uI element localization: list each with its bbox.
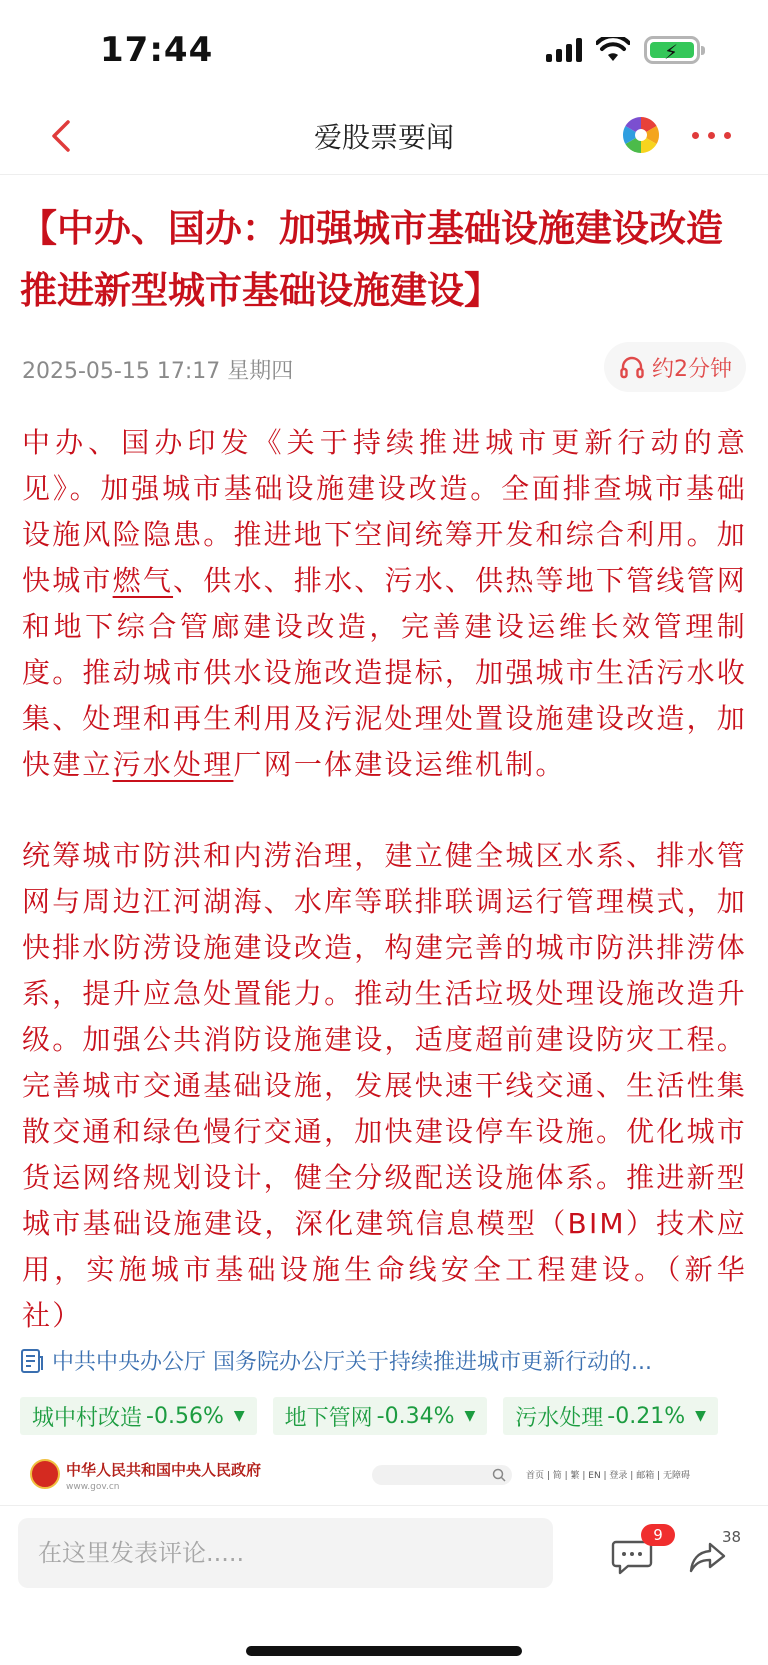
- sector-name: 污水处理: [515, 1405, 604, 1431]
- listen-button[interactable]: [604, 342, 746, 392]
- article-date: 2025-05-15 17:17 星期四: [22, 359, 294, 384]
- sector-change: -0.34%: [376, 1403, 455, 1429]
- home-indicator: [246, 1646, 522, 1656]
- sector-change: -0.56%: [146, 1403, 224, 1429]
- sector-tag[interactable]: [503, 1397, 718, 1435]
- sector-tag[interactable]: [20, 1397, 257, 1435]
- comment-input[interactable]: [18, 1518, 553, 1588]
- related-article-title: 中共中央办公厅 国务院办公厅关于持续推进城市更新行动的...: [52, 1350, 652, 1375]
- status-icons: [546, 36, 700, 64]
- sector-name: 地下管网: [284, 1405, 373, 1431]
- search-icon: [492, 1468, 506, 1482]
- article-paragraph-1: [22, 420, 747, 788]
- battery-icon: ⚡: [644, 36, 700, 64]
- headphones-icon: [618, 353, 646, 381]
- sector-name: 城中村改造: [32, 1405, 143, 1431]
- cellular-signal-icon: [546, 38, 582, 62]
- gov-search-box: [372, 1465, 512, 1485]
- article-paragraph-2: 统筹城市防洪和内涝治理，建立健全城区水系、排水管网与周边江河湖海、水库等联排联调运行管理模式，加快排水防涝设施建设改造，构建完善的城市防洪排涝体系，提升应急处置能力。推动生活垃圾处理设施改造升级。加强公共消防设施建设，适度超前建设防灾工程。完善城市交通基础设施，发展快速干线交通、生活性集散交通和绿色慢行交通，加快建设停车设施。优化城市货运网络规划设计，健全分级配送设施体系。推进新型城市基础设施建设，深化建筑信息模型（BIM）技术应用，实施城市基础设施生命线安全工程建设。（新华社）: [22, 839, 747, 1332]
- status-bar: [0, 0, 768, 100]
- nav-title: 爱股票要闻: [313, 121, 454, 154]
- stock-link-sewage[interactable]: 污水处理: [112, 748, 234, 781]
- document-icon: [20, 1348, 44, 1374]
- stock-link-gas[interactable]: 燃气: [112, 564, 174, 597]
- nav-bar: [0, 100, 768, 175]
- comment-count-badge: 9: [641, 1524, 675, 1546]
- down-arrow-icon: ▼: [695, 1408, 706, 1424]
- sector-tags: [20, 1397, 718, 1435]
- paragraph-text: 、供水、排水、污水、供热等地下管线管网和地下综合管廊建设改造，完善建设运维长效管理制度。推动城市供水设施改造提标，加强城市生活污水收集、处理和再生利用及污泥处理处置设施建设改造，加快建立: [22, 564, 747, 781]
- paragraph-text: 厂网一体建设运维机制。: [233, 748, 566, 781]
- related-article-link[interactable]: [20, 1345, 748, 1376]
- sector-tag[interactable]: [273, 1397, 488, 1435]
- down-arrow-icon: ▼: [233, 1408, 245, 1424]
- down-arrow-icon: ▼: [464, 1408, 476, 1424]
- app-logo-icon[interactable]: [622, 116, 660, 154]
- gov-site-preview: [22, 1455, 750, 1505]
- listen-duration: 约2分钟: [652, 356, 732, 382]
- share-count: 38: [722, 1528, 742, 1546]
- article-title: 【中办、国办：加强城市基础设施建设改造 推进新型城市基础设施建设】: [20, 207, 723, 312]
- bottom-bar: [0, 1505, 768, 1665]
- gov-site-url: www.gov.cn: [66, 1482, 120, 1492]
- gov-site-name: 中华人民共和国中央人民政府: [66, 1461, 262, 1479]
- paragraph-text: 中办、国办印发《关于持续推进城市更新行动的意见》。加强城市基础设施建设改造。全面排查城市基础设施风险隐患。推进地下空间统筹开发和综合利用。加快城市: [22, 426, 747, 597]
- wifi-icon: [596, 37, 630, 63]
- national-emblem-icon: [30, 1459, 60, 1489]
- gov-site-links: 首页 | 简 | 繁 | EN | 登录 | 邮箱 | 无障碍: [526, 1471, 690, 1481]
- status-time: 17:44: [100, 30, 214, 70]
- sector-change: -0.21%: [607, 1403, 686, 1429]
- more-icon[interactable]: [692, 132, 731, 139]
